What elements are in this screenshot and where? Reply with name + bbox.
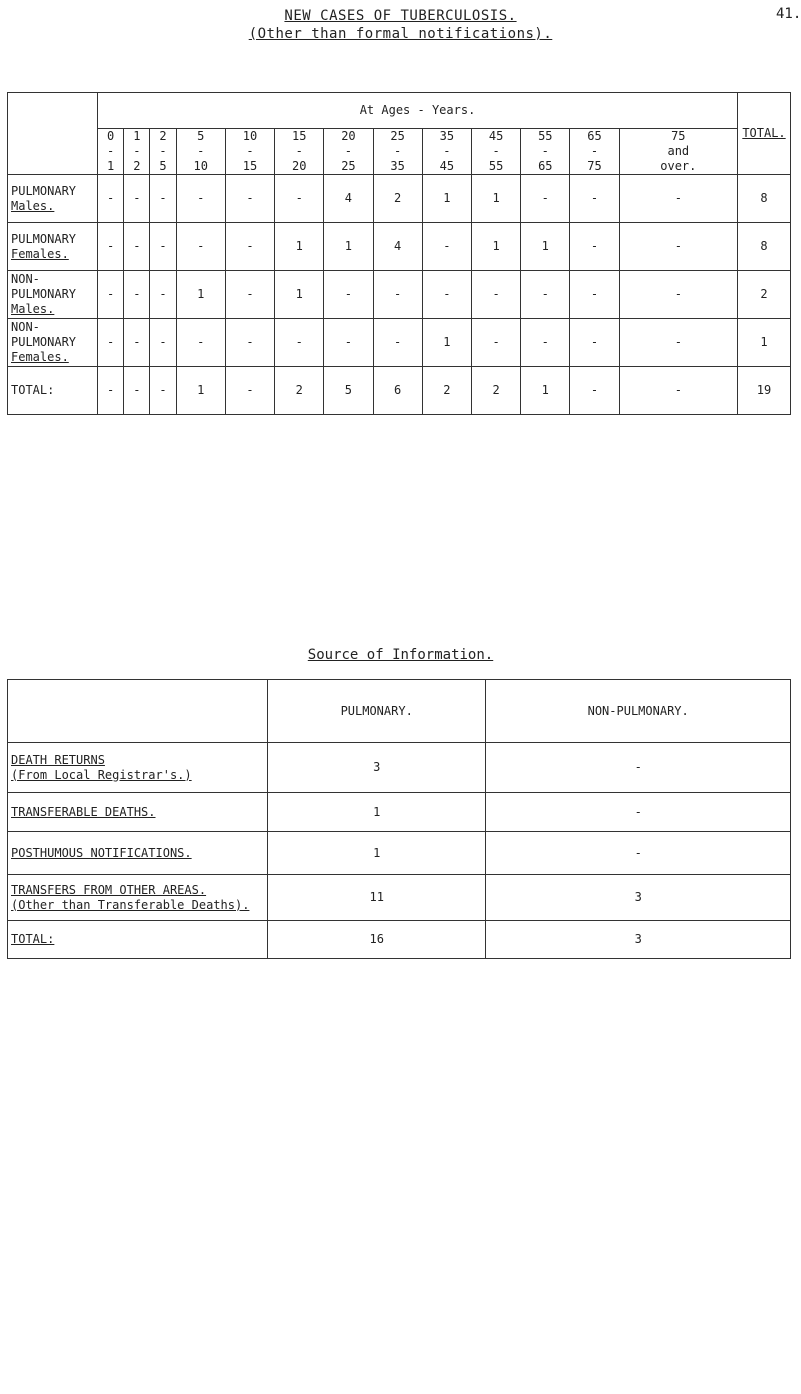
row-total-cell: 8 (738, 223, 791, 271)
age-value-cell: 1 (275, 223, 324, 271)
pulmonary-value: 1 (268, 793, 486, 832)
age-value-cell: 1 (521, 223, 570, 271)
age-value-cell: - (521, 271, 570, 319)
age-header-row (8, 93, 791, 129)
age-group-bot: 45 (439, 159, 455, 173)
source-label-line2: (Other than Transferable Deaths). (11, 897, 250, 912)
source-row-label (8, 793, 268, 832)
row-label-line2: Females. (11, 350, 69, 364)
age-group-cell (150, 129, 176, 175)
total-header: TOTAL. (738, 93, 791, 175)
pulmonary-value: 16 (268, 921, 486, 959)
age-value-cell: 1 (275, 271, 324, 319)
age-group-cell (275, 129, 324, 175)
age-table-row (8, 319, 791, 367)
age-group-mid: - (492, 144, 500, 158)
age-group-top: 5 (197, 129, 205, 143)
age-value-cell: - (570, 175, 619, 223)
title-line-2 (0, 26, 801, 43)
age-group-bot: 55 (488, 159, 504, 173)
source-label-line1: TRANSFERS FROM OTHER AREAS. (11, 882, 207, 897)
col-non-pulmonary: NON-PULMONARY. (486, 680, 791, 743)
age-group-top: 20 (341, 129, 356, 143)
age-value-cell: - (225, 271, 274, 319)
age-group-top: 2 (159, 129, 167, 143)
non-pulmonary-value: - (486, 743, 791, 793)
age-group-cell (471, 129, 520, 175)
age-group-bot: 15 (242, 159, 258, 173)
non-pulmonary-value: 3 (486, 875, 791, 921)
age-value-cell: - (324, 319, 373, 367)
age-group-cell (570, 129, 619, 175)
age-value-cell: - (521, 319, 570, 367)
age-group-cell (373, 129, 422, 175)
age-value-cell: - (98, 367, 124, 415)
age-value-cell: - (150, 319, 176, 367)
age-value-cell: - (570, 319, 619, 367)
age-group-mid: - (159, 144, 167, 158)
age-group-mid: - (541, 144, 549, 158)
row-total-cell: 8 (738, 175, 791, 223)
age-value-cell: - (124, 367, 150, 415)
age-value-cell: - (373, 319, 422, 367)
source-label-line1: TRANSFERABLE DEATHS. (11, 804, 156, 819)
pulmonary-value: 3 (268, 743, 486, 793)
source-label-line1: DEATH RETURNS (11, 752, 105, 767)
age-group-mid: - (133, 144, 141, 158)
source-row-label (8, 875, 268, 921)
age-value-cell: - (98, 319, 124, 367)
age-value-cell: 1 (176, 367, 225, 415)
age-value-cell: - (176, 319, 225, 367)
age-value-cell: - (150, 367, 176, 415)
age-value-cell: - (176, 223, 225, 271)
age-group-bot: 35 (390, 159, 405, 173)
age-value-cell: - (124, 175, 150, 223)
age-group-top: 35 (439, 129, 455, 143)
age-value-cell: - (124, 271, 150, 319)
age-value-cell: 1 (422, 319, 471, 367)
row-label (8, 175, 98, 223)
age-value-cell: - (422, 271, 471, 319)
age-group-bot: 65 (538, 159, 553, 173)
row-total-cell: 2 (738, 271, 791, 319)
age-value-cell: 2 (373, 175, 422, 223)
age-value-cell: - (150, 271, 176, 319)
row-label (8, 319, 98, 367)
age-value-cell: 2 (275, 367, 324, 415)
source-table-row (8, 921, 791, 959)
age-value-cell: - (275, 175, 324, 223)
age-value-cell: - (150, 223, 176, 271)
age-value-cell: - (471, 271, 520, 319)
age-group-mid: - (344, 144, 353, 158)
age-group-top: 45 (488, 129, 504, 143)
source-row-label (8, 743, 268, 793)
age-group-cell (98, 129, 124, 175)
age-group-mid: - (246, 144, 254, 158)
source-table-row (8, 832, 791, 875)
age-group-mid: - (295, 144, 303, 158)
age-value-cell: - (98, 223, 124, 271)
row-label (8, 271, 98, 319)
age-value-cell: 1 (521, 367, 570, 415)
non-pulmonary-value: - (486, 832, 791, 875)
age-group-bot: 10 (193, 159, 208, 173)
age-header: At Ages - Years. (98, 93, 738, 129)
age-group-top: 15 (291, 129, 307, 143)
age-table-row (8, 271, 791, 319)
age-value-cell: 6 (373, 367, 422, 415)
age-group-top: 10 (242, 129, 258, 143)
age-value-cell: 1 (422, 175, 471, 223)
age-group-mid: - (590, 144, 599, 158)
corner-cell (8, 93, 98, 175)
age-value-cell: - (619, 175, 737, 223)
age-value-cell: 4 (373, 223, 422, 271)
age-group-top: 65 (587, 129, 602, 143)
row-label (8, 223, 98, 271)
age-value-cell: 4 (324, 175, 373, 223)
age-groups-row (8, 129, 791, 175)
source-label-line1: TOTAL: (11, 932, 55, 946)
non-pulmonary-value: 3 (486, 921, 791, 959)
age-value-cell: - (373, 271, 422, 319)
age-value-cell: - (275, 319, 324, 367)
age-value-cell: - (225, 367, 274, 415)
source-corner-cell (8, 680, 268, 743)
row-label-line2: Males. (11, 198, 55, 213)
title-text-1: NEW CASES OF TUBERCULOSIS. (284, 8, 517, 24)
age-value-cell: - (98, 271, 124, 319)
age-value-cell: - (225, 223, 274, 271)
age-group-bot: 25 (341, 159, 356, 173)
age-group-mid: - (106, 144, 115, 158)
age-value-cell: - (619, 271, 737, 319)
age-table-body (8, 93, 791, 415)
age-value-cell: 1 (176, 271, 225, 319)
age-group-cell (124, 129, 150, 175)
age-value-cell: - (619, 367, 737, 415)
age-group-mid: - (394, 144, 402, 158)
age-value-cell: - (98, 175, 124, 223)
age-group-mid: - (197, 144, 205, 158)
source-title: Source of Information. (307, 647, 494, 663)
age-value-cell: 2 (471, 367, 520, 415)
age-value-cell: - (150, 175, 176, 223)
age-table-row (8, 223, 791, 271)
row-label-line1: PULMONARY (11, 183, 77, 198)
age-group-top: 55 (538, 129, 553, 143)
page-number: 41. (776, 6, 801, 22)
age-table-row (8, 367, 791, 415)
age-value-cell: - (124, 319, 150, 367)
title-text-2: (Other than formal notifications). (248, 26, 553, 42)
row-label-line2: Females. (11, 246, 69, 261)
age-group-top: 0 (106, 129, 115, 143)
age-group-cell (422, 129, 471, 175)
source-row-label (8, 921, 268, 959)
source-table-row (8, 875, 791, 921)
age-value-cell: - (225, 175, 274, 223)
age-value-cell: - (124, 223, 150, 271)
source-header-row (8, 680, 791, 743)
age-group-bot: 2 (133, 159, 141, 173)
age-group-bot: over. (660, 159, 697, 173)
row-label-line1: NON-PULMONARY (11, 272, 77, 301)
title-line-1 (0, 8, 801, 25)
source-table-body (8, 680, 791, 959)
row-label-line2: Males. (11, 302, 55, 316)
source-row-label (8, 832, 268, 875)
pulmonary-value: 11 (268, 875, 486, 921)
row-label (8, 367, 98, 415)
age-group-cell (176, 129, 225, 175)
age-value-cell: - (422, 223, 471, 271)
age-group-bot: 20 (291, 159, 307, 173)
age-group-cell (619, 129, 737, 175)
age-value-cell: 2 (422, 367, 471, 415)
source-label-line2: (From Local Registrar's.) (11, 767, 192, 782)
age-value-cell: 5 (324, 367, 373, 415)
row-label-line1: PULMONARY (11, 231, 77, 246)
age-value-cell: - (619, 319, 737, 367)
age-group-mid: and (667, 144, 690, 158)
age-value-cell: - (570, 271, 619, 319)
age-group-bot: 1 (106, 159, 115, 173)
age-group-top: 25 (390, 129, 405, 143)
non-pulmonary-value: - (486, 793, 791, 832)
age-table-row (8, 175, 791, 223)
source-table-row (8, 743, 791, 793)
age-group-mid: - (443, 144, 451, 158)
age-group-top: 75 (671, 129, 686, 143)
age-group-cell (225, 129, 274, 175)
age-group-cell (521, 129, 570, 175)
age-group-cell (324, 129, 373, 175)
age-group-bot: 5 (159, 159, 167, 173)
age-value-cell: - (619, 223, 737, 271)
source-table-row (8, 793, 791, 832)
age-table (7, 92, 791, 415)
row-total-cell: 19 (738, 367, 791, 415)
age-group-top: 1 (133, 129, 141, 143)
row-total-cell: 1 (738, 319, 791, 367)
row-label-line1: TOTAL: (11, 383, 55, 397)
age-group-bot: 75 (587, 159, 602, 173)
age-value-cell: - (570, 223, 619, 271)
source-table (7, 679, 791, 959)
age-value-cell: - (471, 319, 520, 367)
age-value-cell: - (521, 175, 570, 223)
row-label-line1: NON-PULMONARY (11, 320, 77, 349)
age-value-cell: - (225, 319, 274, 367)
pulmonary-value: 1 (268, 832, 486, 875)
age-value-cell: 1 (324, 223, 373, 271)
source-label-line1: POSTHUMOUS NOTIFICATIONS. (11, 845, 192, 860)
age-value-cell: - (176, 175, 225, 223)
age-value-cell: 1 (471, 175, 520, 223)
col-pulmonary: PULMONARY. (268, 680, 486, 743)
age-value-cell: - (570, 367, 619, 415)
age-value-cell: 1 (471, 223, 520, 271)
age-value-cell: - (324, 271, 373, 319)
